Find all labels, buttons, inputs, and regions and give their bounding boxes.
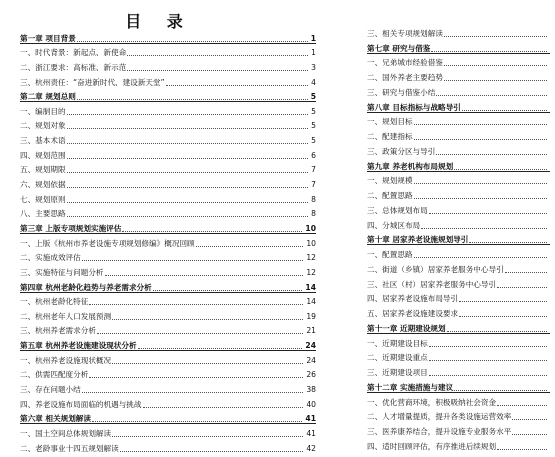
- toc-section-entry[interactable]: [20, 380, 316, 395]
- toc-section-entry[interactable]: [20, 351, 316, 366]
- toc-entry-title: 六、规划依据: [20, 180, 66, 190]
- toc-dot-leader: [505, 272, 547, 273]
- toc-dot-leader: [138, 348, 303, 349]
- toc-section-entry[interactable]: [367, 304, 550, 319]
- toc-dot-leader: [89, 304, 303, 305]
- toc-dot-leader: [97, 333, 303, 334]
- toc-entry-title: 一、时代背景：新起点、新使命: [20, 48, 127, 58]
- toc-section-entry[interactable]: [20, 146, 316, 161]
- toc-section-entry[interactable]: [367, 408, 550, 423]
- toc-entry-title: 第六章 相关规划解读: [20, 414, 91, 424]
- toc-dot-leader: [82, 392, 304, 393]
- toc-section-entry[interactable]: [367, 349, 550, 364]
- toc-dot-leader: [414, 139, 547, 140]
- toc-dot-leader: [447, 331, 547, 332]
- toc-entry-title: 二、配置思路: [367, 191, 413, 200]
- toc-page-number: 24: [306, 355, 316, 365]
- toc-entry-title: 二、街道（乡镇）居家养老服务中心导引: [367, 264, 504, 274]
- toc-entry-title: 一、杭州养老设施现状概况: [20, 355, 112, 365]
- toc-section-entry[interactable]: [20, 131, 316, 146]
- toc-section-entry[interactable]: [367, 68, 550, 83]
- toc-entry-title: 三、相关专项规划解读: [367, 28, 443, 38]
- toc-entry-title: 第五章 杭州养老设施建设现状分析: [20, 341, 137, 351]
- toc-entry-title: 第三章 上版专项规划实施评估: [20, 223, 122, 233]
- toc-section-entry[interactable]: [20, 439, 316, 454]
- toc-page-number: 1: [310, 33, 316, 43]
- toc-entry-title: 三、研究与借鉴小结: [367, 87, 436, 97]
- toc-dot-leader: [444, 80, 547, 81]
- toc-chapter-entry[interactable]: [20, 219, 316, 234]
- toc-entry-title: 四、分城区布局: [367, 220, 421, 230]
- toc-entry-title: 第八章 目标指标与战略导引: [367, 102, 461, 112]
- toc-dot-leader: [421, 228, 547, 229]
- toc-page-number: 38: [306, 385, 316, 395]
- toc-entry-title: 七、规划原则: [20, 194, 66, 204]
- toc-page-number: 24: [305, 341, 316, 351]
- toc-section-entry[interactable]: [367, 290, 550, 305]
- toc-dot-leader: [127, 70, 308, 71]
- page-title: 目 录: [125, 12, 193, 31]
- toc-entry-title: 三、总体规划布局: [367, 205, 428, 215]
- toc-section-entry[interactable]: [20, 73, 316, 88]
- toc-entry-title: 二、老龄事业十四五规划解读: [20, 443, 119, 453]
- toc-section-entry[interactable]: [367, 186, 550, 201]
- toc-entry-title: 四、适时回顾评估，有序推进后续规划: [367, 441, 497, 451]
- toc-page-number: 1: [311, 48, 316, 58]
- toc-section-entry[interactable]: [20, 102, 316, 117]
- toc-dot-leader: [112, 319, 303, 320]
- toc-section-entry[interactable]: [367, 437, 550, 452]
- toc-page-number: 8: [311, 194, 316, 204]
- toc-dot-leader: [459, 301, 547, 302]
- toc-dot-leader: [512, 419, 547, 420]
- toc-entry-title: 五、规划期限: [20, 165, 66, 175]
- toc-entry-title: 一、国土空间总体规划解读: [20, 428, 112, 438]
- toc-section-entry[interactable]: [367, 245, 550, 260]
- toc-dot-leader: [120, 451, 304, 452]
- toc-entry-title: 一、优化营商环境，积极吸纳社会资金: [367, 397, 497, 407]
- toc-dot-leader: [92, 421, 302, 422]
- toc-section-entry[interactable]: [367, 422, 550, 437]
- toc-entry-title: 第十一章 近期建设规划: [367, 323, 446, 333]
- toc-dot-leader: [67, 158, 309, 159]
- toc-section-entry[interactable]: [20, 322, 316, 337]
- toc-dot-leader: [414, 257, 547, 258]
- toc-section-entry[interactable]: [367, 216, 550, 231]
- toc-chapter-entry[interactable]: [20, 410, 316, 425]
- toc-page-number: 7: [311, 180, 316, 190]
- toc-section-entry[interactable]: [367, 83, 550, 98]
- toc-dot-leader: [89, 377, 303, 378]
- toc-dot-leader: [67, 128, 309, 129]
- toc-section-entry[interactable]: [367, 260, 550, 275]
- toc-entry-title: 三、社区（村）居家养老服务中心导引: [367, 279, 497, 289]
- toc-section-entry[interactable]: [20, 307, 316, 322]
- toc-page-number: 7: [311, 165, 316, 175]
- toc-entry-title: 四、养老设施布局面临的机遇与挑战: [20, 399, 142, 409]
- toc-page-number: 41: [305, 414, 316, 424]
- toc-section-entry[interactable]: [367, 334, 550, 349]
- toc-entry-title: 第七章 研究与借鉴: [367, 43, 431, 53]
- toc-section-entry[interactable]: [20, 161, 316, 176]
- toc-section-entry[interactable]: [367, 142, 550, 157]
- toc-page-number: 41: [306, 428, 316, 438]
- toc-chapter-entry[interactable]: [367, 39, 550, 54]
- toc-page-number: 12: [306, 267, 316, 277]
- toc-section-entry[interactable]: [367, 127, 550, 142]
- toc-entry-title: 一、兄弟城市经验借鉴: [367, 58, 443, 68]
- toc-section-entry[interactable]: [20, 366, 316, 381]
- toc-dot-leader: [431, 51, 547, 52]
- toc-dot-leader: [459, 316, 547, 317]
- toc-entry-title: 一、编制目的: [20, 106, 66, 116]
- toc-dot-leader: [122, 231, 302, 232]
- toc-entry-title: 四、规划范围: [20, 150, 66, 160]
- toc-entry-title: 二、国外养老主要趋势: [367, 73, 443, 82]
- toc-entry-title: 三、杭州养老需求分析: [20, 326, 96, 336]
- toc-dot-leader: [436, 95, 547, 96]
- toc-dot-leader: [469, 242, 547, 243]
- toc-dot-leader: [67, 143, 309, 144]
- toc-entry-title: 第十章 居家养老设施规划导引: [367, 235, 469, 245]
- toc-entry-title: 第十二章 实施措施与建议: [367, 382, 454, 392]
- toc-section-entry[interactable]: [367, 24, 550, 39]
- toc-dot-leader: [429, 375, 547, 376]
- toc-entry-title: 第一章 项目背景: [20, 33, 76, 43]
- toc-dot-leader: [454, 169, 547, 170]
- toc-page-number: 4: [311, 77, 316, 87]
- toc-dot-leader: [153, 290, 303, 291]
- toc-chapter-entry[interactable]: [20, 88, 316, 103]
- toc-page-number: 6: [311, 150, 316, 160]
- toc-chapter-entry[interactable]: [367, 231, 550, 246]
- toc-page-number: 12: [306, 253, 316, 263]
- toc-entry-title: 一、近期建设目标: [367, 338, 428, 348]
- toc-entry-title: 三、存在问题小结: [20, 385, 81, 395]
- toc-dot-leader: [436, 154, 547, 155]
- toc-entry-title: 二、实施成效评估: [20, 253, 81, 263]
- toc-entry-title: 三、近期建设项目: [367, 368, 428, 377]
- toc-section-entry[interactable]: [20, 424, 316, 439]
- toc-entry-title: 一、配置思路: [367, 250, 413, 259]
- toc-entry-title: 一、杭州老龄化特征: [20, 297, 89, 307]
- toc-chapter-entry[interactable]: [20, 29, 316, 44]
- toc-chapter-entry[interactable]: [367, 98, 550, 113]
- toc-section-entry[interactable]: [367, 363, 550, 378]
- toc-chapter-entry[interactable]: [367, 157, 550, 172]
- toc-page-number: 14: [306, 297, 316, 307]
- toc-page-number: 5: [311, 136, 316, 146]
- toc-page-number: 10: [305, 223, 316, 233]
- toc-dot-leader: [67, 202, 309, 203]
- toc-entry-title: 三、医养康养结合，提升设施专业服务水平: [367, 427, 512, 436]
- toc-entry-title: 一、上版《杭州市养老设施专项规划修编》概况回顾: [20, 238, 195, 248]
- toc-dot-leader: [67, 172, 309, 173]
- toc-page-number: 3: [311, 62, 316, 72]
- toc-dot-leader: [127, 55, 308, 56]
- toc-section-entry[interactable]: [20, 234, 316, 249]
- toc-dot-leader: [444, 36, 547, 37]
- toc-section-entry[interactable]: [367, 393, 550, 408]
- toc-section-entry[interactable]: [20, 117, 316, 132]
- toc-entry-title: 第二章 规划总则: [20, 92, 76, 102]
- toc-entry-title: 第九章 养老机构布局规划: [367, 161, 454, 171]
- toc-dot-leader: [429, 346, 547, 347]
- toc-dot-leader: [497, 287, 547, 288]
- toc-section-entry[interactable]: [20, 263, 316, 278]
- toc-section-entry[interactable]: [20, 249, 316, 264]
- toc-chapter-entry[interactable]: [20, 278, 316, 293]
- toc-page-number: 8: [311, 209, 316, 219]
- toc-chapter-entry[interactable]: [367, 319, 550, 334]
- toc-page-number: 42: [306, 443, 316, 453]
- toc-entry-title: 五、居家养老设施建设要求: [367, 309, 459, 318]
- toc-section-entry[interactable]: [20, 58, 316, 73]
- toc-dot-leader: [112, 436, 303, 437]
- toc-page-number: 19: [306, 311, 316, 321]
- toc-entry-title: 一、规划规模: [367, 176, 413, 186]
- toc-dot-leader: [82, 260, 304, 261]
- toc-entry-title: 一、规划目标: [367, 117, 413, 127]
- toc-page-number: 5: [311, 121, 316, 131]
- toc-section-entry[interactable]: [20, 44, 316, 59]
- toc-section-entry[interactable]: [367, 201, 550, 216]
- toc-dot-leader: [497, 449, 547, 450]
- toc-entry-title: 二、规划对象: [20, 121, 66, 131]
- toc-entry-title: 二、浙江要求：高标准、新示范: [20, 62, 127, 72]
- toc-dot-leader: [444, 65, 547, 66]
- toc-section-entry[interactable]: [367, 172, 550, 187]
- toc-dot-leader: [67, 187, 309, 188]
- toc-page-number: 26: [306, 370, 316, 380]
- toc-dot-leader: [414, 124, 547, 125]
- toc-section-entry[interactable]: [20, 293, 316, 308]
- toc-dot-leader: [512, 434, 547, 435]
- toc-dot-leader: [67, 216, 309, 217]
- toc-entry-title: 八、主要思路: [20, 209, 66, 219]
- toc-dot-leader: [454, 390, 547, 391]
- toc-entry-title: 二、近期建设重点: [367, 353, 428, 363]
- toc-dot-leader: [166, 85, 309, 86]
- toc-dot-leader: [429, 213, 547, 214]
- toc-section-entry[interactable]: [367, 54, 550, 69]
- toc-entry-title: 三、政策分区与导引: [367, 146, 436, 156]
- toc-section-entry[interactable]: [367, 113, 550, 128]
- toc-entry-title: 二、人才增量提质，提升各类设施运营效率: [367, 412, 512, 422]
- toc-chapter-entry[interactable]: [367, 378, 550, 393]
- toc-entry-title: 三、实施特征与问题分析: [20, 267, 104, 277]
- toc-dot-leader: [429, 360, 547, 361]
- toc-dot-leader: [414, 183, 547, 184]
- toc-entry-title: 四、居家养老设施布局导引: [367, 294, 459, 304]
- toc-dot-leader: [77, 99, 308, 100]
- toc-section-entry[interactable]: [20, 175, 316, 190]
- toc-entry-title: 二、供需匹配度分析: [20, 370, 89, 380]
- toc-section-entry[interactable]: [20, 190, 316, 205]
- toc-chapter-entry[interactable]: [20, 336, 316, 351]
- toc-section-entry[interactable]: [20, 395, 316, 410]
- toc-page-number: 14: [305, 282, 316, 292]
- toc-entry-title: 二、杭州老年人口发展预测: [20, 311, 112, 321]
- toc-dot-leader: [77, 41, 308, 42]
- toc-entry-title: 三、基本术语: [20, 136, 66, 146]
- toc-page-number: 10: [306, 238, 316, 248]
- toc-dot-leader: [112, 363, 303, 364]
- toc-right-column: [367, 24, 550, 452]
- toc-section-entry[interactable]: [20, 205, 316, 220]
- toc-entry-title: 第四章 杭州老龄化趋势与养老需求分析: [20, 282, 152, 292]
- toc-page-number: 5: [310, 92, 316, 102]
- toc-dot-leader: [414, 198, 547, 199]
- toc-dot-leader: [67, 114, 309, 115]
- toc-left-column: [20, 29, 316, 454]
- toc-page-number: 21: [306, 326, 316, 336]
- toc-page-number: 5: [311, 106, 316, 116]
- toc-dot-leader: [143, 407, 304, 408]
- toc-dot-leader: [105, 275, 304, 276]
- toc-page-number: 40: [306, 399, 316, 409]
- toc-dot-leader: [196, 246, 304, 247]
- toc-dot-leader: [497, 405, 547, 406]
- toc-dot-leader: [462, 110, 547, 111]
- toc-entry-title: 三、杭州责任：“奋进新时代、建设新天堂”: [20, 77, 165, 87]
- toc-entry-title: 二、配建指标: [367, 132, 413, 141]
- toc-section-entry[interactable]: [367, 275, 550, 290]
